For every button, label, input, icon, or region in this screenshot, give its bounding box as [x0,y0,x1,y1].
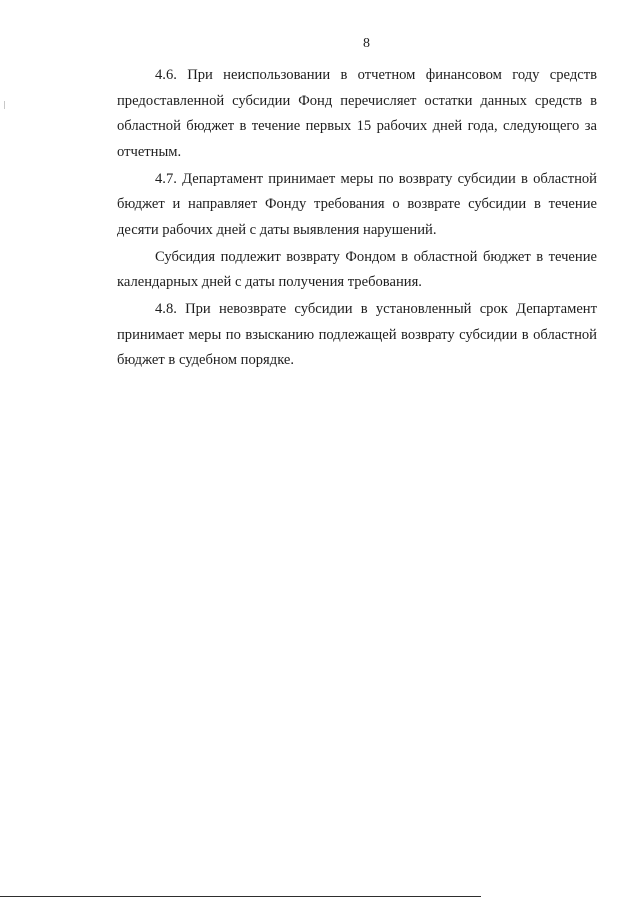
scan-artifact-mark [4,101,5,109]
text-line: предоставленной субсидии Фонд перечисляет остатки данных средств в [117,92,597,109]
text-line: десяти рабочих дней с даты выявления нарушений. [117,221,437,238]
text-line: 4.7. Департамент принимает меры по возврату субсидии в областной [155,170,597,187]
text-line: принимает меры по взысканию подлежащей возврату субсидии в областной [117,326,597,343]
document-body [117,63,597,375]
paragraph-4-6 [117,63,597,165]
text-line: 4.8. При невозврате субсидии в установленный срок Департамент [155,301,597,317]
text-line: областной бюджет в течение первых 15 рабочих дней года, следующего за [117,118,597,134]
paragraph-4-8 [117,297,597,374]
text-line: календарных дней с даты получения требования. [117,274,422,290]
paragraph-4-7 [117,167,597,244]
text-line: отчетным. [117,143,182,160]
text-line: Субсидия подлежит возврату Фондом в областной бюджет в течение [155,248,597,265]
text-line: бюджет в судебном порядке. [117,352,295,368]
text-line: 4.6. При неиспользовании в отчетном финансовом году средств [155,67,597,83]
paragraph-subsidy-return [117,245,597,296]
page-number: 8 [363,36,370,51]
text-line: бюджет и направляет Фонду требования о возврате субсидии в течение [117,196,597,212]
scan-edge-line [0,896,481,897]
